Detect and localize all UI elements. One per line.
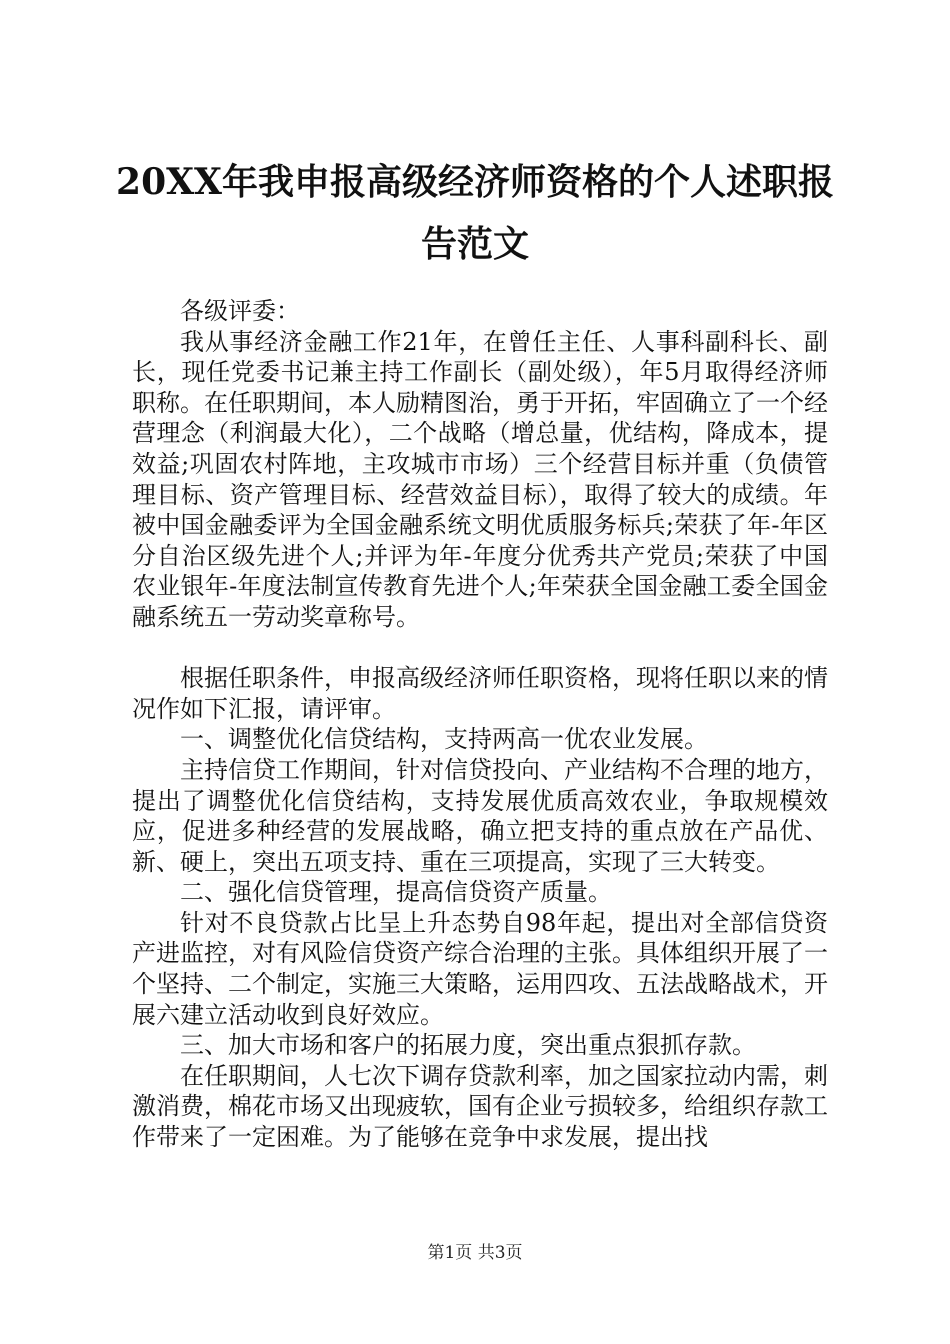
section-heading-3: 三、加大市场和客户的拓展力度，突出重点狠抓存款。 bbox=[180, 1031, 756, 1060]
paragraph-section-2: 针对不良贷款占比呈上升态势自98年起，提出对全部信贷资产进监控，对有风险信贷资产综合治理的主张。具体组织开展了一个坚持、二个制定，实施三大策略，运用四攻、五法战略战术，开展六建立活动收到良好效应。 bbox=[132, 908, 828, 1029]
paragraph-section-3: 在任职期间，人七次下调存贷款利率，加之国家拉动内需，刺激消费，棉花市场又出现疲软，国有企业亏损较多，给组织存款工作带来了一定困难。为了能够在竞争中求发展，提出找 bbox=[132, 1061, 828, 1152]
salutation: 各级评委： bbox=[180, 297, 300, 325]
document-title-line-1: 20XX年我申报高级经济师资格的个人述职报 bbox=[116, 161, 834, 203]
document-title-line-2: 告范文 bbox=[420, 223, 529, 265]
paragraph-report: 根据任职条件，申报高级经济师任职资格，现将任职以来的情况作如下汇报，请评审。 bbox=[132, 664, 828, 723]
paragraph-section-1: 主持信贷工作期间，针对信贷投向、产业结构不合理的地方，提出了调整优化信贷结构，支持发展优质高效农业，争取规模效应，促进多种经营的发展战略，确立把支持的重点放在产品优、新、硬上，突出五项支持、重在三项提高，实现了三大转变。 bbox=[132, 755, 828, 876]
document-body bbox=[132, 296, 828, 1153]
paragraph-intro: 我从事经济金融工作21年，在曾任主任、人事科副科长、副长，现任党委书记兼主持工作副长（副处级），年5月取得经济师职称。在任职期间，本人励精图治，勇于开拓，牢固确立了一个经营理念（利润最大化），二个战略（增总量，优结构，降成本，提效益;巩固农村阵地，主攻城市市场）三个经营目标并重（负债管理目标、资产管理目标、经营效益目标），取得了较大的成绩。年被中国金融委评为全国金融系统文明优质服务标兵;荣获了年-年区分自治区级先进个人;并评为年-年度分优秀共产党员;荣获了中国农业银年-年度法制宣传教育先进个人;年荣获全国金融工委全国金融系统五一劳动奖章称号。 bbox=[132, 327, 828, 631]
section-heading-1: 一、调整优化信贷结构，支持两高一优农业发展。 bbox=[180, 725, 708, 754]
section-heading-2: 二、强化信贷管理，提高信贷资产质量。 bbox=[180, 878, 612, 907]
page-footer: 第1页 共3页 bbox=[427, 1243, 523, 1263]
